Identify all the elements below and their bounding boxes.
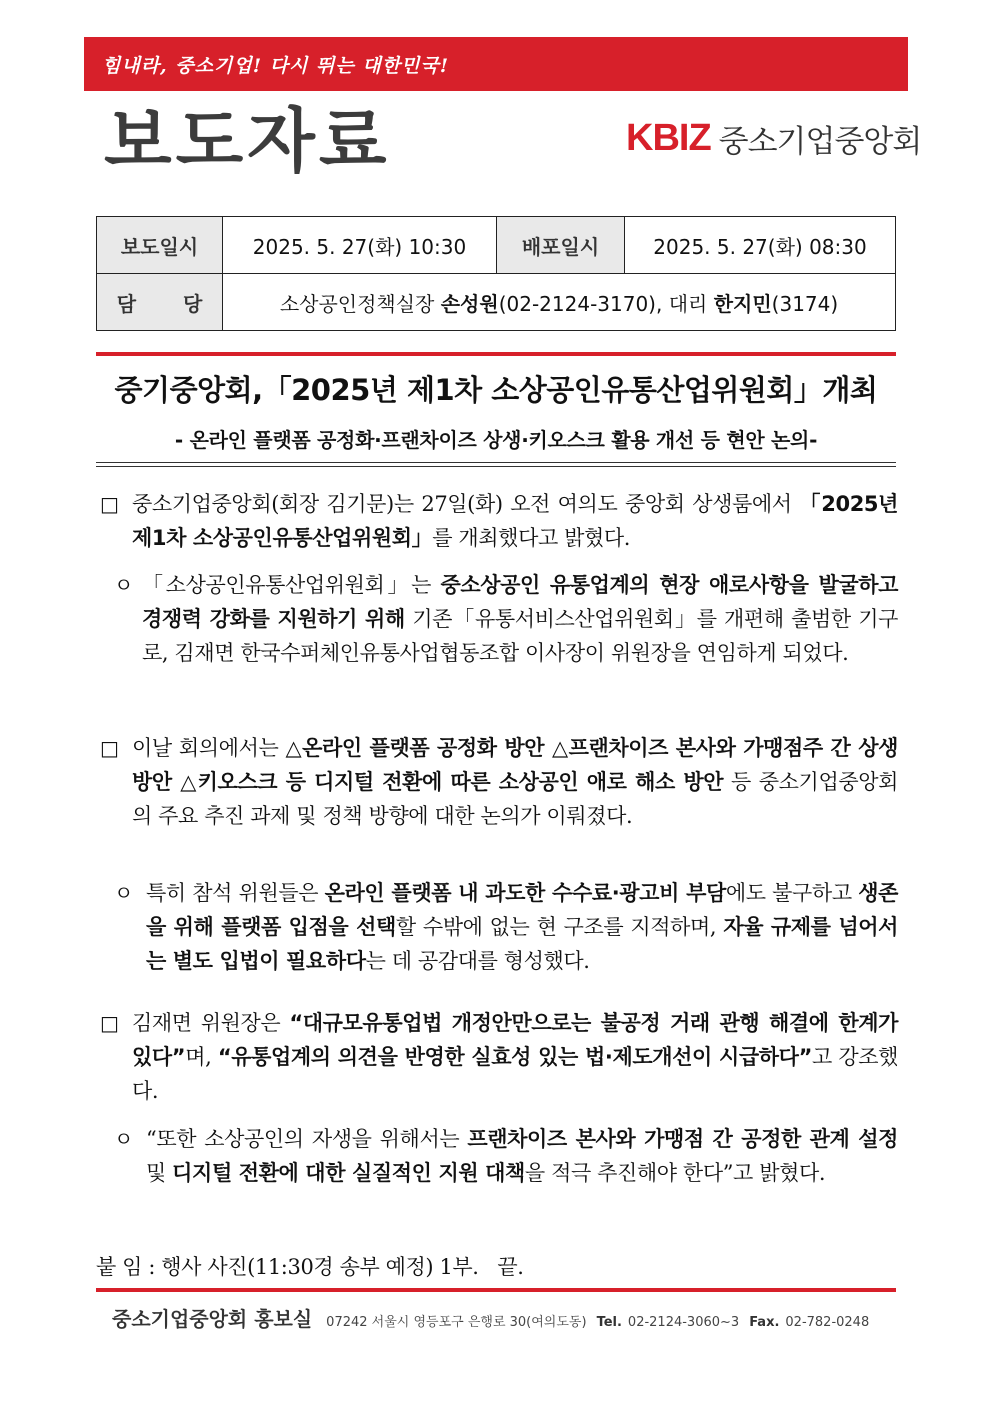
footer-address: 07242 서울시 영등포구 은행로 30(여의도동) — [326, 1315, 587, 1330]
footer-org: 중소기업중앙회 홍보실 — [112, 1307, 313, 1331]
body-sub-paragraph-1: 「소상공인유통산업위원회」는 중소상공인 유통업계의 현장 애로사항을 발굴하고 경쟁력 강화를 지원하기 위해 기존「유통서비스산업위원회」를 개편해 출범한 기구로, 김재면 한국수퍼체인유통사업협동조합 이사장이 위원장을 연임하게 되었다. — [142, 573, 899, 665]
banner-slogan: 힘내라, 중소기업! 다시 뛰는 대한민국! — [102, 55, 450, 77]
body-paragraph-3: 김재면 위원장은 “대규모유통업법 개정안만으로는 불공정 거래 관행 해결에 한계가 있다”며, “유통업계의 의견을 반영한 실효성 있는 법·제도개선이 시급하다”고 강조했다. — [132, 1011, 898, 1103]
subheadline: - 온라인 플랫폼 공정화·프랜차이즈 상생·키오스크 활용 개선 등 현안 논의- — [174, 428, 818, 452]
logo-org-name: 중소기업중앙회 — [718, 123, 922, 160]
press-release-title: 보도자료 — [104, 100, 391, 182]
circle-bullet: ㅇ — [114, 1127, 134, 1151]
title-top-rule — [96, 352, 896, 356]
contact-label: 담 당 — [97, 274, 223, 331]
kbiz-logo — [626, 118, 921, 158]
footer-fax: 02-782-0248 — [785, 1315, 870, 1330]
box-bullet: □ — [100, 492, 119, 516]
box-bullet: □ — [100, 736, 119, 760]
footer-tel-label: Tel. — [596, 1315, 622, 1330]
distribute-date-label: 배포일시 — [497, 217, 625, 274]
footer-tel: 02-2124-3060~3 — [627, 1315, 740, 1330]
distribute-date-value: 2025. 5. 27(화) 08:30 — [625, 217, 896, 274]
body-sub-paragraph-2: 특히 참석 위원들은 온라인 플랫폼 내 과도한 수수료·광고비 부담에도 불구하고 생존을 위해 플랫폼 입점을 선택할 수밖에 없는 현 구조를 지적하며, 자율 규제를 넘어서는 별도 입법이 필요하다는 데 공감대를 형성했다. — [146, 881, 898, 973]
release-date-value: 2025. 5. 27(화) 10:30 — [223, 217, 497, 274]
footer-fax-label: Fax. — [749, 1315, 780, 1330]
attachment-note: 붙 임 : 행사 사진(11:30경 송부 예정) 1부. 끝. — [96, 1255, 524, 1279]
contact-value: 소상공인정책실장 손성원(02-2124-3170), 대리 한지민(3174) — [223, 274, 896, 331]
body-paragraph-2: 이날 회의에서는 △온라인 플랫폼 공정화 방안 △프랜차이즈 본사와 가맹점주 간 상생 방안 △키오스크 등 디지털 전환에 따른 소상공인 애로 해소 방안 등 중소기업중앙회의 주요 추진 과제 및 정책 방향에 대한 논의가 이뤄졌다. — [132, 736, 898, 828]
release-info-table — [96, 216, 896, 331]
body-sub-paragraph-3: “또한 소상공인의 자생을 위해서는 프랜차이즈 본사와 가맹점 간 공정한 관계 설정 및 디지털 전환에 대한 실질적인 지원 대책을 적극 추진해야 한다”고 밝혔다. — [146, 1127, 898, 1185]
release-date-label: 보도일시 — [97, 217, 223, 274]
logo-kbiz: KBIZ — [626, 116, 711, 159]
slogan-banner — [84, 37, 908, 91]
headline: 중기중앙회,「2025년 제1차 소상공인유통산업위원회」개최 — [114, 373, 878, 407]
circle-bullet: ㅇ — [114, 881, 134, 905]
body-paragraph-1: 중소기업중앙회(회장 김기문)는 27일(화) 오전 여의도 중앙회 상생룸에서 「2025년 제1차 소상공인유통산업위원회」를 개최했다고 밝혔다. — [132, 492, 898, 550]
box-bullet: □ — [100, 1011, 119, 1035]
circle-bullet: ㅇ — [114, 573, 134, 597]
footer — [112, 1303, 869, 1332]
title-bottom-rule — [96, 462, 896, 467]
footer-rule — [96, 1288, 896, 1292]
